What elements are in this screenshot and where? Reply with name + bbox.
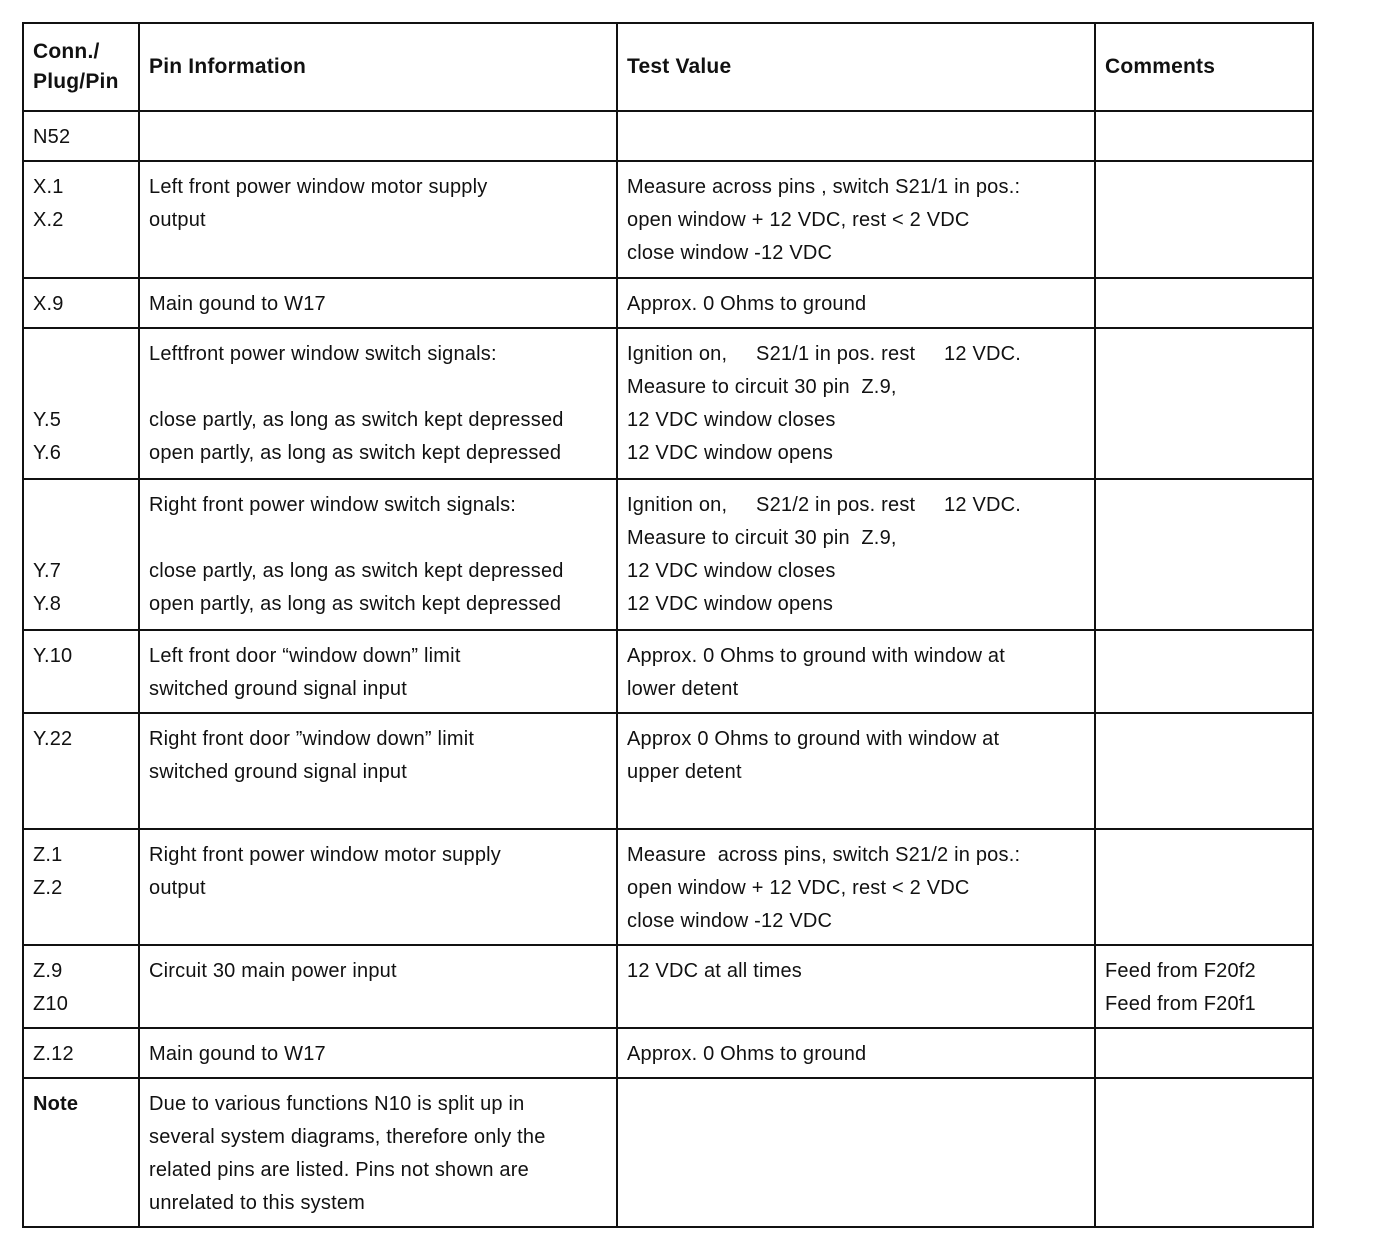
test-cell [617, 829, 1095, 945]
pin-cell [23, 1078, 139, 1227]
pin-line: X.1 [33, 176, 64, 198]
header-test-value [617, 23, 1095, 111]
test-line: Approx. 0 Ohms to ground with window at [627, 645, 1005, 667]
test-cell [617, 1078, 1095, 1227]
header-conn-plug-pin [23, 23, 139, 111]
test-line: close window -12 VDC [627, 910, 833, 932]
test-line: Ignition on, S21/2 in pos. rest 12 VDC. [627, 494, 1022, 516]
info-line: Main gound to W17 [149, 293, 326, 315]
pin-line: Z.12 [33, 1043, 74, 1065]
test-line: open window + 12 VDC, rest < 2 VDC [627, 877, 970, 899]
pin-cell [23, 278, 139, 328]
test-line: 12 VDC at all times [627, 960, 802, 982]
header-row [23, 23, 1313, 111]
pin-cell [23, 945, 139, 1028]
comments-cell [1095, 328, 1313, 479]
test-line: Measure across pins, switch S21/2 in pos.: [627, 844, 1021, 866]
comments-cell [1095, 1028, 1313, 1078]
table-header [23, 23, 1313, 111]
test-line: close window -12 VDC [627, 242, 833, 264]
table-row [23, 328, 1313, 479]
info-line: output [149, 209, 206, 231]
test-line: upper detent [627, 761, 742, 783]
pin-line [33, 522, 130, 555]
info-cell [139, 713, 617, 829]
comments-cell [1095, 945, 1313, 1028]
table-row [23, 161, 1313, 278]
test-line: Approx 0 Ohms to ground with window at [627, 728, 1000, 750]
test-cell [617, 479, 1095, 630]
table-row [23, 630, 1313, 713]
test-cell [617, 328, 1095, 479]
test-line: Ignition on, S21/1 in pos. rest 12 VDC. [627, 343, 1022, 365]
pin-information-table [22, 22, 1314, 1228]
test-line: 12 VDC window opens [627, 442, 834, 464]
comments-cell [1095, 1078, 1313, 1227]
test-cell [617, 630, 1095, 713]
info-cell [139, 1028, 617, 1078]
info-line: open partly, as long as switch kept depressed [149, 593, 562, 615]
info-line: Left front door “window down” limit [149, 645, 461, 667]
comments-cell [1095, 479, 1313, 630]
header-comments [1095, 23, 1313, 111]
pin-line: Z10 [33, 993, 69, 1015]
pin-cell [23, 161, 139, 278]
test-line: 12 VDC window closes [627, 560, 836, 582]
pin-line: Z.2 [33, 877, 63, 899]
test-cell [617, 111, 1095, 161]
test-cell [617, 161, 1095, 278]
note-line: unrelated to this system [149, 1192, 366, 1214]
table-body [23, 111, 1313, 1227]
info-cell [139, 161, 617, 278]
pin-line: Y.5 [33, 409, 62, 431]
info-line: Main gound to W17 [149, 1043, 326, 1065]
header-label: Pin Information [149, 55, 306, 78]
info-cell [139, 328, 617, 479]
table-row [23, 1028, 1313, 1078]
comments-cell [1095, 278, 1313, 328]
test-line: Approx. 0 Ohms to ground [627, 293, 867, 315]
header-pin-information [139, 23, 617, 111]
test-line: Approx. 0 Ohms to ground [627, 1043, 867, 1065]
table-row [23, 829, 1313, 945]
pin-line: Z.9 [33, 960, 63, 982]
info-line [149, 522, 608, 555]
table-row [23, 278, 1313, 328]
test-cell [617, 713, 1095, 829]
pin-line: Y.6 [33, 442, 62, 464]
note-line: several system diagrams, therefore only the [149, 1126, 546, 1148]
test-cell [617, 1028, 1095, 1078]
info-line [149, 371, 608, 404]
comments-cell [1095, 630, 1313, 713]
pin-cell [23, 713, 139, 829]
pin-line: Y.7 [33, 560, 62, 582]
test-line: 12 VDC window opens [627, 593, 834, 615]
test-cell [617, 945, 1095, 1028]
info-line: Left front power window motor supply [149, 176, 488, 198]
info-cell [139, 945, 617, 1028]
test-line: 12 VDC window closes [627, 409, 836, 431]
pin-cell [23, 479, 139, 630]
pin-line: X.2 [33, 209, 64, 231]
info-line: Right front door ”window down” limit [149, 728, 475, 750]
pin-line: Z.1 [33, 844, 63, 866]
comments-cell [1095, 111, 1313, 161]
note-line: Due to various functions N10 is split up in [149, 1093, 525, 1115]
info-line: Right front power window motor supply [149, 844, 501, 866]
test-cell [617, 278, 1095, 328]
info-cell [139, 1078, 617, 1227]
pin-cell [23, 328, 139, 479]
info-cell [139, 479, 617, 630]
info-line: switched ground signal input [149, 678, 407, 700]
comments-cell [1095, 161, 1313, 278]
info-line: Circuit 30 main power input [149, 960, 397, 982]
info-line: close partly, as long as switch kept depressed [149, 409, 564, 431]
test-line: Measure to circuit 30 pin Z.9, [627, 527, 897, 549]
pin-cell [23, 111, 139, 161]
pin-line: N52 [33, 126, 71, 148]
info-line: close partly, as long as switch kept depressed [149, 560, 564, 582]
test-line: Measure to circuit 30 pin Z.9, [627, 376, 897, 398]
comments-cell [1095, 713, 1313, 829]
pin-cell [23, 829, 139, 945]
table-row [23, 945, 1313, 1028]
test-line: open window + 12 VDC, rest < 2 VDC [627, 209, 970, 231]
table-row [23, 479, 1313, 630]
header-label: Comments [1105, 55, 1216, 78]
pin-line [33, 338, 130, 371]
test-line: lower detent [627, 678, 739, 700]
info-line: Right front power window switch signals: [149, 494, 517, 516]
table-row [23, 1078, 1313, 1227]
info-line: output [149, 877, 206, 899]
info-line: open partly, as long as switch kept depressed [149, 442, 562, 464]
pin-line: Y.8 [33, 593, 62, 615]
pin-line [33, 371, 130, 404]
test-line: Measure across pins , switch S21/1 in pos.: [627, 176, 1021, 198]
table-row [23, 111, 1313, 161]
header-label: Test Value [627, 55, 732, 78]
pin-line: X.9 [33, 293, 64, 315]
comments-cell [1095, 829, 1313, 945]
header-label: Conn./ Plug/Pin [33, 40, 119, 93]
pin-line: Y.10 [33, 645, 73, 667]
info-cell [139, 829, 617, 945]
info-cell [139, 278, 617, 328]
note-label: Note [33, 1093, 79, 1115]
info-cell [139, 630, 617, 713]
pin-cell [23, 1028, 139, 1078]
pin-line: Y.22 [33, 728, 73, 750]
info-line: Leftfront power window switch signals: [149, 343, 497, 365]
pin-cell [23, 630, 139, 713]
table-row [23, 713, 1313, 829]
comment-line: Feed from F20f2 [1105, 960, 1256, 982]
info-cell [139, 111, 617, 161]
info-line: switched ground signal input [149, 761, 407, 783]
comment-line: Feed from F20f1 [1105, 993, 1256, 1015]
pin-line [33, 489, 130, 522]
note-line: related pins are listed. Pins not shown are [149, 1159, 529, 1181]
